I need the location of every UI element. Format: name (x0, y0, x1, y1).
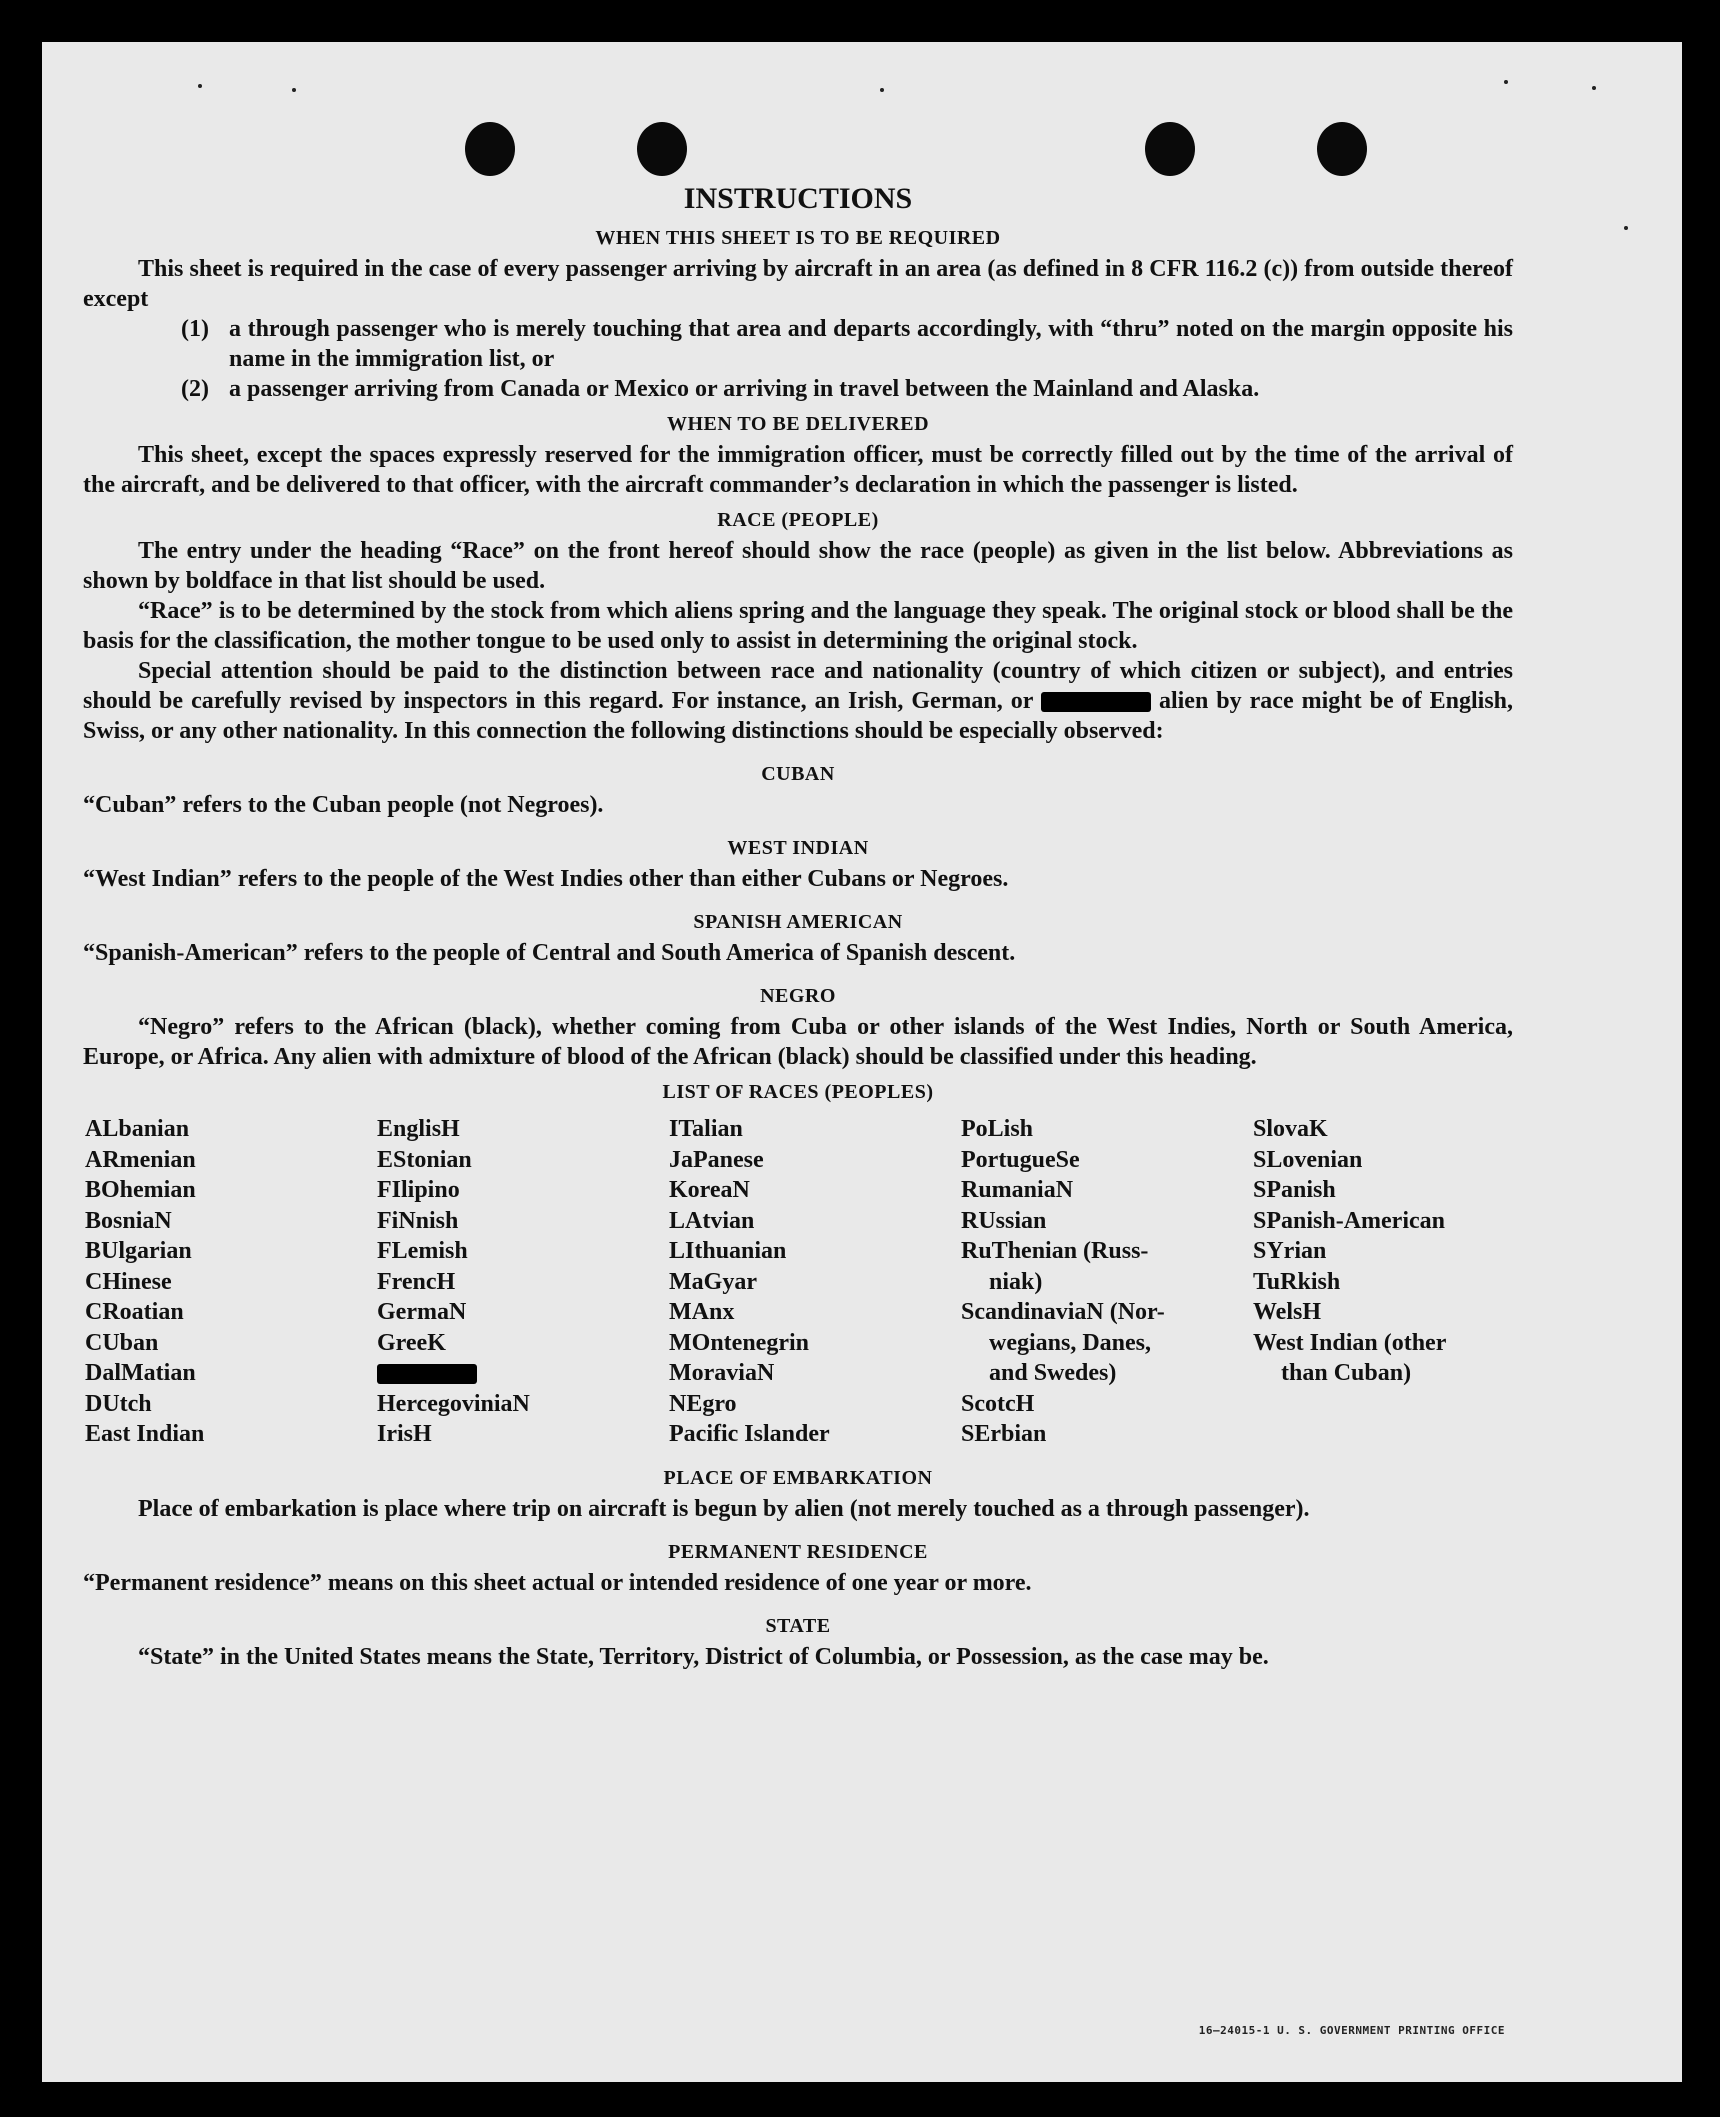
section-heading: WEST INDIAN (727, 837, 869, 859)
race-entry: DalMatian (85, 1360, 196, 1386)
paragraph: “West Indian” refers to the people of the West Indies other than either Cubans or Negroes. (83, 866, 1009, 892)
speck (292, 88, 296, 92)
race-entry: wegians, Danes, (989, 1329, 1152, 1356)
race-entry: PortugueSe (961, 1146, 1080, 1173)
race-entry: MoraviaN (669, 1360, 775, 1386)
paragraph: “Spanish-American” refers to the people of Central and South America of Spanish descent. (83, 940, 1016, 966)
paragraph: The entry under the heading “Race” on the front hereof should show the race (people) as given in the list below. Abbreviations as shown by boldface in that list should be used. (83, 538, 1513, 594)
race-entry: SErbian (961, 1421, 1047, 1447)
item-number: (2) (181, 376, 209, 402)
race-entry-redacted (377, 1358, 669, 1389)
races-column (961, 1114, 1253, 1450)
races-column (85, 1114, 377, 1450)
printing-office-code: 16—24015-1 U. S. GOVERNMENT PRINTING OFFICE (1198, 2024, 1505, 2037)
race-entry: SLovenian (1253, 1146, 1363, 1173)
punch-hole (465, 122, 515, 176)
race-entry: PoLish (961, 1116, 1034, 1142)
races-column (1253, 1114, 1515, 1450)
race-entry: FLemish (377, 1238, 468, 1264)
race-entry: BUlgarian (85, 1238, 192, 1264)
page-title: INSTRUCTIONS (683, 182, 913, 215)
race-entry: NEgro (669, 1390, 737, 1417)
race-entry: West Indian (other (1253, 1329, 1447, 1356)
race-entry: KoreaN (669, 1177, 750, 1203)
races-column (377, 1114, 669, 1450)
race-entry: East Indian (85, 1421, 205, 1447)
speck (198, 84, 202, 88)
race-entry: TuRkish (1253, 1268, 1341, 1295)
speck (1504, 80, 1508, 84)
race-entry: FIlipino (377, 1177, 460, 1203)
section-heading: PLACE OF EMBARKATION (663, 1466, 933, 1489)
race-entry: ALbanian (85, 1116, 190, 1142)
redaction-mark (377, 1364, 477, 1384)
race-entry: MOntenegrin (669, 1329, 809, 1356)
race-entry: ScandinaviaN (Nor- (961, 1299, 1165, 1325)
paragraph: “Negro” refers to the African (black), whether coming from Cuba or other islands of the West Indies, North or South America, Europe, or Africa. Any alien with admixture of blood of the African (black) should be classified under this heading. (83, 1014, 1513, 1070)
section-heading: RACE (PEOPLE) (717, 509, 879, 531)
speck (1624, 226, 1628, 230)
section-heading: WHEN TO BE DELIVERED (666, 413, 930, 435)
race-entry: HercegoviniaN (377, 1390, 530, 1417)
paragraph: This sheet, except the spaces expressly reserved for the immigration officer, must be correctly filled out by the time of the arrival of the aircraft, and be delivered to that officer, with the aircraft commander’s declaration in which the passenger is listed. (83, 442, 1513, 498)
speck (880, 88, 884, 92)
paragraph: This sheet is required in the case of every passenger arriving by aircraft in an area (as defined in 8 CFR 116.2 (c)) from outside thereof except (83, 256, 1513, 312)
race-entry: BOhemian (85, 1177, 196, 1203)
race-entry: than Cuban) (1281, 1360, 1412, 1386)
race-entry: MaGyar (669, 1268, 757, 1295)
race-entry: SPanish (1253, 1177, 1336, 1203)
race-entry: LAtvian (669, 1207, 755, 1234)
section-heading: CUBAN (761, 763, 835, 785)
paragraph: “State” in the United States means the State, Territory, District of Columbia, or Possession, as the case may be. (138, 1643, 1269, 1670)
race-entry: RuThenian (Russ- (961, 1238, 1149, 1264)
race-entry: MAnx (669, 1299, 735, 1325)
paragraph: “Permanent residence” means on this sheet actual or intended residence of one year or more. (83, 1569, 1032, 1596)
race-entry: BosniaN (85, 1207, 172, 1234)
punch-hole (1145, 122, 1195, 176)
races-column (669, 1114, 961, 1450)
section-heading: LIST OF RACES (PEOPLES) (662, 1081, 934, 1103)
paragraph: Place of embarkation is place where trip on aircraft is begun by alien (not merely touched as a through passenger). (138, 1495, 1310, 1522)
race-entry: CHinese (85, 1268, 172, 1295)
exception-list (83, 314, 1513, 404)
redaction-mark (1041, 692, 1151, 712)
punch-hole (637, 122, 687, 176)
section-heading: SPANISH AMERICAN (693, 911, 903, 933)
race-entry: CRoatian (85, 1299, 184, 1325)
race-entry: ITalian (669, 1116, 743, 1142)
section-heading: NEGRO (760, 985, 836, 1007)
race-entry: EStonian (377, 1146, 472, 1173)
race-entry: niak) (989, 1268, 1043, 1295)
race-entry: CUban (85, 1329, 159, 1356)
race-entry: EnglisH (377, 1116, 460, 1142)
race-entry: GreeK (377, 1329, 446, 1356)
section-heading: STATE (765, 1614, 831, 1637)
item-text: a through passenger who is merely touching that area and departs accordingly, with “thru” noted on the margin opposite his name in the immigration list, or (229, 316, 1513, 372)
paragraph (83, 656, 1513, 746)
instructions-content (83, 180, 1513, 1672)
race-entry: SYrian (1253, 1238, 1327, 1264)
race-entry: Pacific Islander (669, 1421, 830, 1447)
punch-hole (1317, 122, 1367, 176)
race-entry: RumaniaN (961, 1177, 1074, 1203)
list-item (83, 374, 1513, 404)
list-item (83, 314, 1513, 374)
paragraph: “Cuban” refers to the Cuban people (not Negroes). (83, 792, 604, 818)
race-entry: IrisH (377, 1421, 432, 1447)
paragraph-part: alien by race might be of English, Swiss, or any other nationality. In this connection the following distinctions should be especially observed: (83, 688, 1514, 744)
item-number: (1) (181, 316, 209, 342)
section-heading: WHEN THIS SHEET IS TO BE REQUIRED (595, 227, 1001, 249)
race-entry: SlovaK (1253, 1116, 1328, 1142)
race-entry: and Swedes) (989, 1360, 1117, 1386)
item-text: a passenger arriving from Canada or Mexico or arriving in travel between the Mainland and Alaska. (229, 376, 1260, 402)
race-entry: WelsH (1253, 1299, 1322, 1325)
section-heading: PERMANENT RESIDENCE (668, 1540, 928, 1563)
race-entry: DUtch (85, 1390, 152, 1417)
race-entry: LIthuanian (669, 1238, 787, 1264)
speck (1592, 86, 1596, 90)
race-entry: ARmenian (85, 1146, 196, 1173)
race-entry: JaPanese (669, 1146, 764, 1173)
paragraph: “Race” is to be determined by the stock from which aliens spring and the language they speak. The original stock or blood shall be the basis for the classification, the mother tongue to be used only to assist in determining the original stock. (83, 598, 1513, 654)
paragraph-part: Special attention should be paid to the distinction between race and nationality (country of which citizen or subject), and entries should be carefully revised by inspectors in this regard. For instance, an Irish, German, or (83, 658, 1513, 714)
race-entry: SPanish-American (1253, 1207, 1445, 1234)
race-entry: ScotcH (961, 1390, 1035, 1417)
races-list (85, 1114, 1513, 1450)
race-entry: FrencH (377, 1268, 456, 1295)
race-entry: GermaN (377, 1299, 467, 1325)
race-entry: RUssian (961, 1207, 1047, 1234)
race-entry: FiNnish (377, 1207, 459, 1234)
